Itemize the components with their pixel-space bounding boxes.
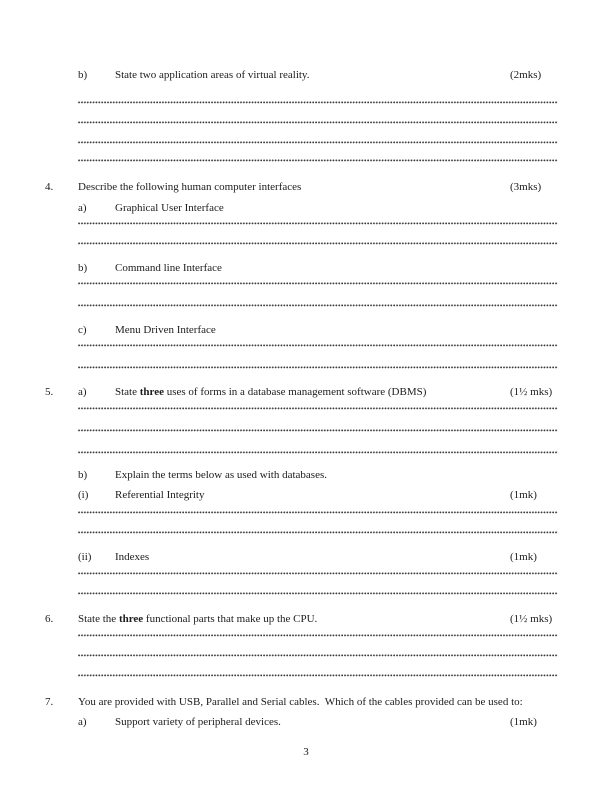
answer-dotted-line xyxy=(78,451,558,454)
text-segment: functional parts that make up the CPU. xyxy=(143,613,318,625)
question-line xyxy=(0,550,612,564)
answer-dotted-line xyxy=(78,344,558,347)
marks-label: (3mks) xyxy=(510,181,542,193)
text-segment: State two application areas of virtual reality. xyxy=(115,69,310,81)
text-segment: State xyxy=(115,386,140,398)
answer-dotted-line xyxy=(78,101,558,104)
question-number: 5. xyxy=(45,386,54,398)
question-letter: b) xyxy=(78,262,88,274)
question-text xyxy=(78,695,523,709)
question-text xyxy=(115,550,149,564)
text-segment: Command line Interface xyxy=(115,262,222,274)
question-text xyxy=(78,180,301,194)
question-line xyxy=(0,488,612,502)
question-letter: c) xyxy=(78,324,87,336)
question-letter: a) xyxy=(78,202,87,214)
text-segment: Graphical User Interface xyxy=(115,202,224,214)
answer-dotted-line xyxy=(78,366,558,369)
text-segment: Indexes xyxy=(115,551,150,563)
text-segment: Referential Integrity xyxy=(115,489,205,501)
marks-label: (1½ mks) xyxy=(510,613,553,625)
answer-dotted-line xyxy=(78,511,558,514)
question-text xyxy=(115,488,205,502)
answer-dotted-line xyxy=(78,654,558,657)
question-number: 4. xyxy=(45,181,54,193)
text-segment: Explain the terms below as used with databases. xyxy=(115,469,328,481)
answer-dotted-line xyxy=(78,141,558,144)
question-text xyxy=(115,468,327,482)
question-text xyxy=(115,323,216,337)
question-number: 7. xyxy=(45,696,54,708)
answer-dotted-line xyxy=(78,531,558,534)
bold-term: three xyxy=(139,386,164,398)
question-letter: a) xyxy=(78,716,87,728)
answer-dotted-line xyxy=(78,304,558,307)
question-text xyxy=(115,715,281,729)
question-text xyxy=(115,68,309,82)
answer-dotted-line xyxy=(78,222,558,225)
text-segment: Menu Driven Interface xyxy=(115,324,216,336)
question-number: 6. xyxy=(45,613,54,625)
answer-dotted-line xyxy=(78,634,558,637)
question-line xyxy=(0,468,612,482)
question-line xyxy=(0,180,612,194)
text-segment: Support variety of peripheral devices. xyxy=(115,716,281,728)
question-text xyxy=(115,385,426,399)
marks-label: (1½ mks) xyxy=(510,386,553,398)
question-text xyxy=(115,201,224,215)
marks-label: (1mk) xyxy=(510,551,537,563)
question-line xyxy=(0,715,612,729)
answer-dotted-line xyxy=(78,592,558,595)
question-line xyxy=(0,261,612,275)
answer-dotted-line xyxy=(78,159,558,162)
answer-dotted-line xyxy=(78,572,558,575)
question-letter: b) xyxy=(78,469,88,481)
marks-label: (1mk) xyxy=(510,716,537,728)
marks-label: (2mks) xyxy=(510,69,542,81)
answer-dotted-line xyxy=(78,429,558,432)
question-letter: a) xyxy=(78,386,87,398)
question-line xyxy=(0,201,612,215)
bold-term: three xyxy=(118,613,144,625)
question-letter: (i) xyxy=(78,489,89,501)
text-segment: uses of forms in a database management software (DBMS) xyxy=(163,386,427,398)
question-line xyxy=(0,323,612,337)
text-segment: State the xyxy=(78,613,119,625)
question-text xyxy=(78,612,317,626)
answer-dotted-line xyxy=(78,121,558,124)
answer-dotted-line xyxy=(78,242,558,245)
question-letter: (ii) xyxy=(78,551,92,563)
answer-dotted-line xyxy=(78,407,558,410)
question-line xyxy=(0,68,612,82)
answer-dotted-line xyxy=(78,674,558,677)
text-segment: You are provided with USB, Parallel and Serial cables. Which of the cables provided can be used to: xyxy=(78,696,523,708)
answer-dotted-line xyxy=(78,282,558,285)
question-text xyxy=(115,261,222,275)
page-number: 3 xyxy=(303,746,309,758)
marks-label: (1mk) xyxy=(510,489,537,501)
text-segment: Describe the following human computer interfaces xyxy=(78,181,302,193)
question-letter: b) xyxy=(78,69,88,81)
question-line xyxy=(0,612,612,626)
question-line xyxy=(0,695,612,709)
question-line xyxy=(0,385,612,399)
